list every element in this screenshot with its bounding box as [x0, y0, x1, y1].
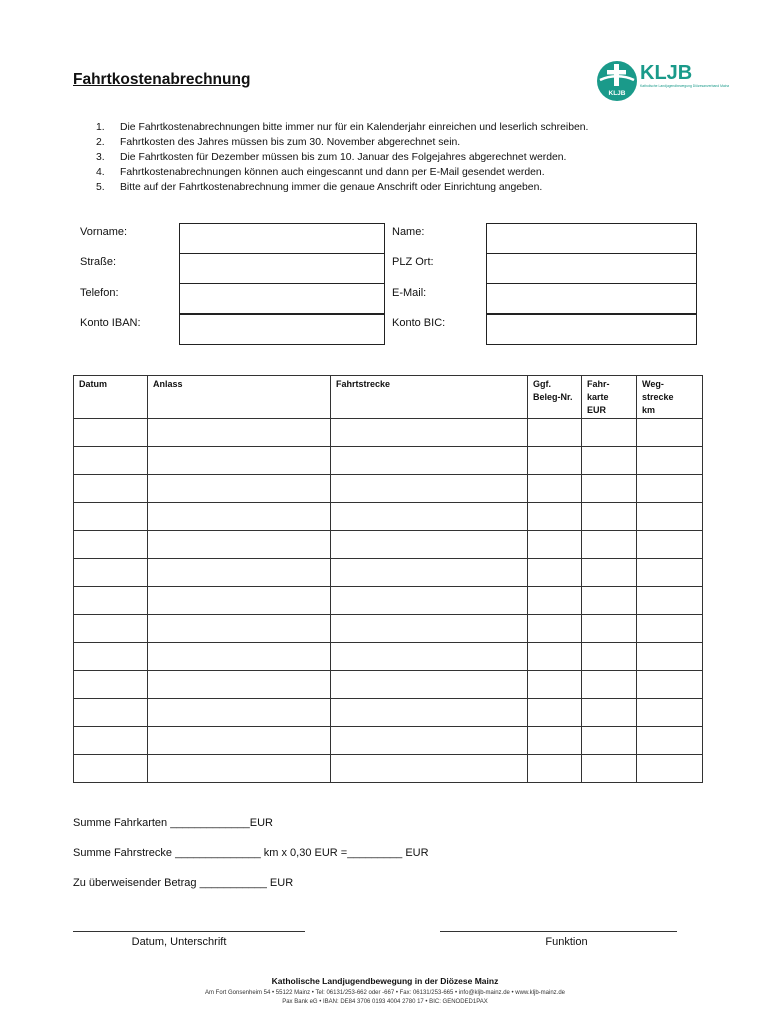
table-cell[interactable] — [637, 699, 703, 727]
label-plz-ort: PLZ Ort: — [392, 256, 434, 268]
funktion-label: Funktion — [545, 936, 588, 948]
column-header-line: km — [642, 405, 656, 415]
name-field[interactable] — [486, 223, 697, 254]
table-cell[interactable] — [331, 587, 528, 615]
column-header-line: EUR — [587, 405, 607, 415]
table-cell[interactable] — [148, 559, 331, 587]
table-row — [74, 727, 703, 755]
table-cell[interactable] — [582, 755, 637, 783]
label-konto-iban: Konto IBAN: — [80, 317, 141, 329]
table-cell[interactable] — [331, 531, 528, 559]
table-cell[interactable] — [148, 587, 331, 615]
table-cell[interactable] — [528, 615, 582, 643]
table-cell[interactable] — [637, 447, 703, 475]
table-cell[interactable] — [528, 671, 582, 699]
label-telefon: Telefon: — [80, 287, 119, 299]
footer-address: Am Fort Gonsenheim 54 • 55122 Mainz • Tel: 06131/253-662 oder -667 • Fax: 06131/253-665 • info@kljb-mainz.de • www.kljb-mainz.de — [204, 990, 565, 996]
instruction-text: Die Fahrtkosten für Dezember müssen bis zum 10. Januar des Folgejahres abgerechnet werden. — [120, 152, 567, 163]
table-cell[interactable] — [74, 503, 148, 531]
table-cell[interactable] — [74, 475, 148, 503]
instruction-number: 1. — [96, 122, 105, 133]
table-cell[interactable] — [582, 503, 637, 531]
column-header — [331, 376, 528, 419]
konto-bic-field[interactable] — [486, 314, 697, 345]
table-cell[interactable] — [528, 531, 582, 559]
signature-line-datum — [73, 931, 305, 932]
plz-ort-field[interactable] — [486, 253, 697, 284]
table-cell[interactable] — [582, 671, 637, 699]
table-cell[interactable] — [637, 475, 703, 503]
column-header — [582, 376, 637, 419]
ueberweisender-betrag: Zu überweisender Betrag ___________ EUR — [73, 877, 294, 889]
summe-fahrkarten: Summe Fahrkarten _____________EUR — [73, 817, 273, 829]
table-row — [74, 587, 703, 615]
column-header-line: Beleg-Nr. — [533, 392, 573, 402]
table-cell[interactable] — [74, 559, 148, 587]
table-cell[interactable] — [331, 447, 528, 475]
table-cell[interactable] — [331, 419, 528, 447]
table-cell[interactable] — [528, 699, 582, 727]
table-cell[interactable] — [148, 671, 331, 699]
table-cell[interactable] — [528, 587, 582, 615]
table-row — [74, 755, 703, 783]
instruction-item — [96, 150, 588, 165]
table-row — [74, 643, 703, 671]
table-cell[interactable] — [582, 699, 637, 727]
table-cell[interactable] — [582, 531, 637, 559]
table-cell[interactable] — [637, 755, 703, 783]
table-header-row — [74, 376, 703, 419]
table-cell[interactable] — [74, 447, 148, 475]
table-cell[interactable] — [331, 643, 528, 671]
table-cell[interactable] — [148, 615, 331, 643]
table-cell[interactable] — [148, 419, 331, 447]
instruction-item — [96, 135, 588, 150]
table-row — [74, 419, 703, 447]
table-row — [74, 447, 703, 475]
column-header-line: Fahr- — [587, 379, 610, 389]
table-cell[interactable] — [637, 643, 703, 671]
label-email: E-Mail: — [392, 287, 427, 299]
table-cell[interactable] — [582, 559, 637, 587]
table-row — [74, 615, 703, 643]
column-header-line: Anlass — [153, 379, 183, 389]
kljb-logo — [596, 58, 730, 104]
table-cell[interactable] — [331, 559, 528, 587]
table-cell[interactable] — [582, 475, 637, 503]
table-cell[interactable] — [528, 559, 582, 587]
table-cell[interactable] — [331, 475, 528, 503]
table-cell[interactable] — [582, 587, 637, 615]
table-cell[interactable] — [74, 587, 148, 615]
table-cell[interactable] — [74, 671, 148, 699]
table-cell[interactable] — [331, 503, 528, 531]
summe-fahrstrecke: Summe Fahrstrecke ______________ km x 0,30 EUR =_________ EUR — [73, 847, 429, 859]
instruction-text: Bitte auf der Fahrtkostenabrechnung immer die genaue Anschrift oder Einrichtung angeben. — [120, 182, 543, 193]
instructions-list — [96, 120, 588, 195]
label-name: Name: — [392, 226, 425, 238]
instruction-item — [96, 180, 588, 195]
table-cell[interactable] — [148, 755, 331, 783]
logo-cross-vertical — [614, 64, 619, 86]
table-cell[interactable] — [528, 447, 582, 475]
table-cell[interactable] — [148, 531, 331, 559]
label-strasse: Straße: — [80, 256, 117, 268]
table-cell[interactable] — [637, 419, 703, 447]
table-cell[interactable] — [637, 559, 703, 587]
label-konto-bic: Konto BIC: — [392, 317, 446, 329]
table-cell[interactable] — [528, 475, 582, 503]
email-field[interactable] — [486, 283, 697, 314]
table-cell[interactable] — [74, 699, 148, 727]
table-cell[interactable] — [331, 755, 528, 783]
table-row — [74, 531, 703, 559]
table-cell[interactable] — [148, 475, 331, 503]
instruction-text: Fahrtkostenabrechnungen können auch eingescannt und dann per E-Mail gesendet werden. — [120, 167, 545, 178]
footer-organization: Katholische Landjugendbewegung in der Diözese Mainz — [271, 976, 499, 986]
table-cell[interactable] — [331, 727, 528, 755]
table-cell[interactable] — [582, 447, 637, 475]
table-cell[interactable] — [74, 755, 148, 783]
table-row — [74, 699, 703, 727]
table-cell[interactable] — [74, 615, 148, 643]
column-header-line: Ggf. — [533, 379, 551, 389]
table-cell[interactable] — [637, 615, 703, 643]
instruction-item — [96, 165, 588, 180]
table-cell[interactable] — [582, 419, 637, 447]
table-cell[interactable] — [637, 503, 703, 531]
table-cell[interactable] — [148, 643, 331, 671]
table-cell[interactable] — [74, 419, 148, 447]
table-cell[interactable] — [331, 671, 528, 699]
signature-line-funktion — [440, 931, 677, 932]
logo-mini-text: KLJB — [608, 90, 626, 97]
datum-unterschrift-label: Datum, Unterschrift — [131, 936, 227, 948]
table-cell[interactable] — [637, 727, 703, 755]
table-row — [74, 475, 703, 503]
table-cell[interactable] — [528, 419, 582, 447]
instruction-item — [96, 120, 588, 135]
instruction-text: Fahrtkosten des Jahres müssen bis zum 30. November abgerechnet sein. — [120, 137, 461, 148]
konto-iban-field[interactable] — [179, 314, 385, 345]
instruction-number: 3. — [96, 152, 105, 163]
table-cell[interactable] — [582, 643, 637, 671]
table-body — [74, 419, 703, 783]
table-row — [74, 559, 703, 587]
page-title: Fahrtkostenabrechnung — [73, 71, 251, 88]
fahrtkosten-table — [73, 375, 703, 783]
table-cell[interactable] — [331, 615, 528, 643]
column-header-line: strecke — [642, 392, 674, 402]
column-header — [528, 376, 582, 419]
table-cell[interactable] — [74, 727, 148, 755]
column-header — [637, 376, 703, 419]
logo-subtitle: Katholische Landjugendbewegung Diözesanverband Mainz — [640, 84, 730, 88]
column-header-line: Datum — [79, 379, 108, 389]
label-vorname: Vorname: — [80, 226, 128, 238]
table-cell[interactable] — [331, 699, 528, 727]
table-cell[interactable] — [528, 727, 582, 755]
column-header — [148, 376, 331, 419]
column-header — [74, 376, 148, 419]
table-cell[interactable] — [528, 643, 582, 671]
telefon-field[interactable] — [179, 283, 385, 314]
instruction-number: 4. — [96, 167, 105, 178]
table-cell[interactable] — [148, 503, 331, 531]
table-cell[interactable] — [148, 447, 331, 475]
vorname-field[interactable] — [179, 223, 385, 254]
logo-cross-horizontal — [607, 70, 626, 75]
instruction-number: 2. — [96, 137, 105, 148]
column-header-line: Weg- — [642, 379, 664, 389]
table-cell[interactable] — [637, 531, 703, 559]
table-cell[interactable] — [148, 727, 331, 755]
table-row — [74, 671, 703, 699]
footer-bank: Pax Bank eG • IBAN: DE84 3706 0193 4004 2780 17 • BIC: GENODED1PAX — [282, 999, 488, 1005]
table-cell[interactable] — [528, 755, 582, 783]
table-cell[interactable] — [74, 643, 148, 671]
table-cell[interactable] — [74, 531, 148, 559]
table-cell[interactable] — [148, 699, 331, 727]
table-cell[interactable] — [582, 727, 637, 755]
instruction-text: Die Fahrtkostenabrechnungen bitte immer nur für ein Kalenderjahr einreichen und leserlich schreiben. — [120, 122, 589, 133]
table-cell[interactable] — [637, 587, 703, 615]
table-cell[interactable] — [528, 503, 582, 531]
table-cell[interactable] — [637, 671, 703, 699]
instruction-number: 5. — [96, 182, 105, 193]
table-cell[interactable] — [582, 615, 637, 643]
column-header-line: Fahrtstrecke — [336, 379, 391, 389]
table-row — [74, 503, 703, 531]
column-header-line: karte — [587, 392, 609, 402]
strasse-field[interactable] — [179, 253, 385, 284]
logo-wordmark: KLJB — [640, 62, 693, 84]
